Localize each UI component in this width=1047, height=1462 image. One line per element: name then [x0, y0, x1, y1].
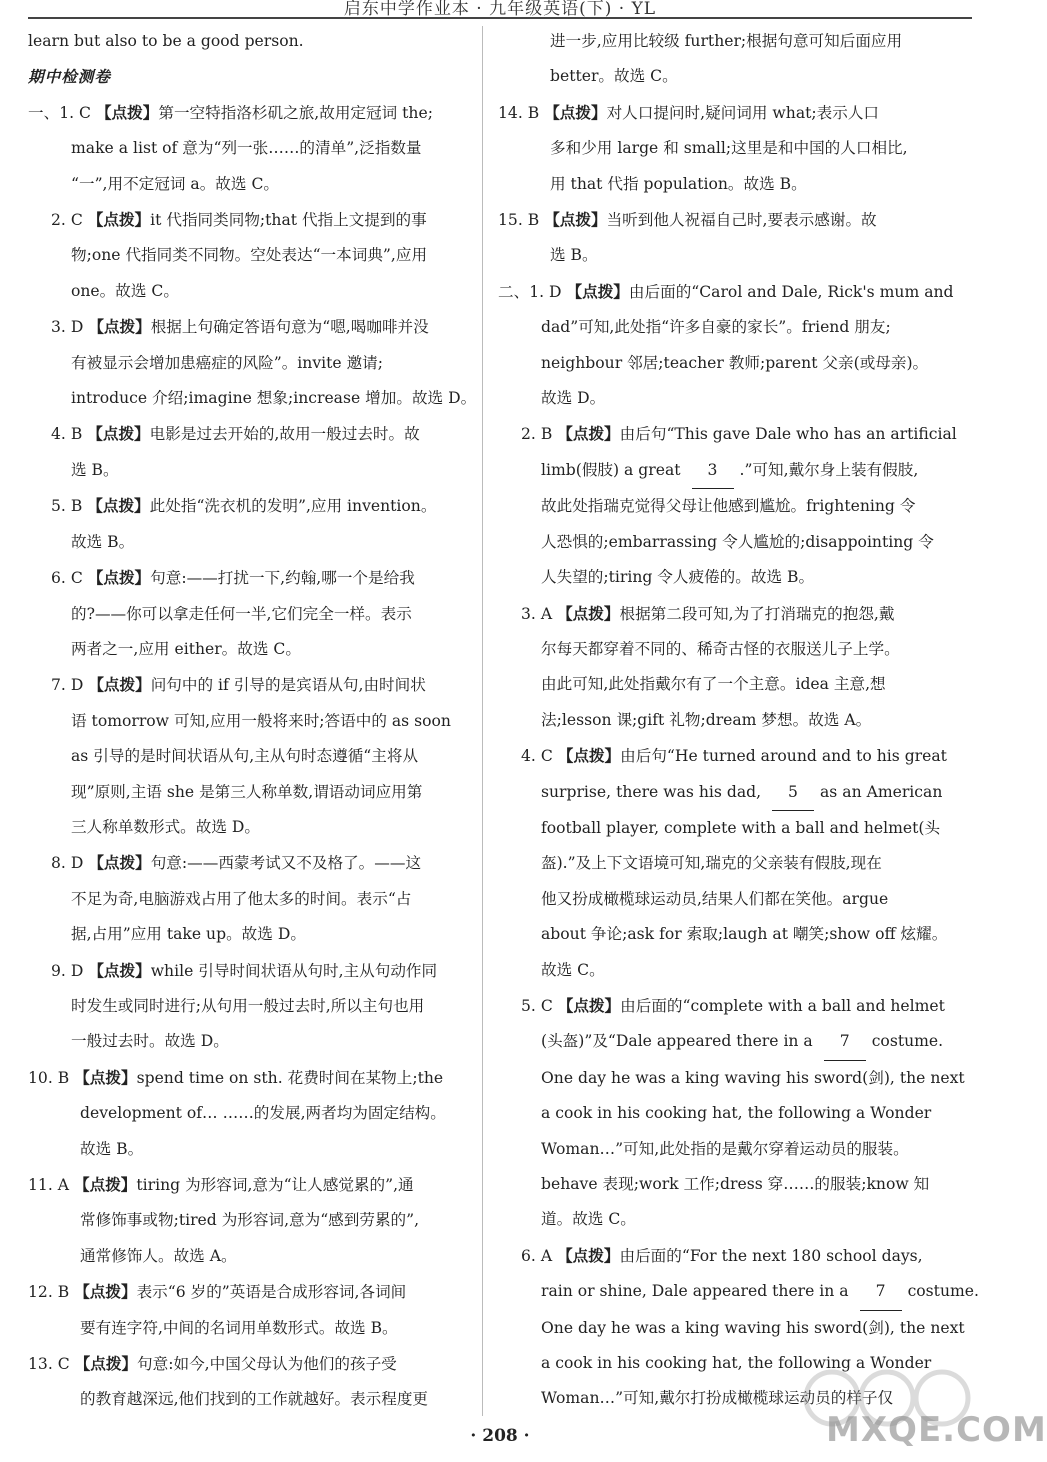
blank-number: 3 — [692, 453, 734, 489]
hint-tag: 【点拨】 — [557, 995, 621, 1015]
answer-line — [498, 1311, 965, 1346]
answer-line — [28, 381, 477, 416]
line-text: better。故选 C。 — [550, 67, 678, 86]
answer-number: 2. C — [51, 211, 83, 230]
answer-number: 3. D — [51, 318, 84, 337]
answer-line — [498, 167, 930, 202]
line-text: 的?——你可以拿走任何一半,它们完全一样。表示 — [71, 604, 412, 623]
hint-text: 根据上句确定答语句意为“嗯,喝咖啡并没 — [150, 318, 429, 337]
answer-line — [28, 1096, 466, 1131]
line-text: 常修饰事或物;tired 为形容词,意为“感到劳累的”, — [80, 1211, 420, 1230]
answer-item — [498, 988, 945, 1024]
answer-line — [498, 1024, 944, 1060]
hint-tag: 【点拨】 — [87, 210, 151, 230]
answer-number: 3. A — [521, 604, 553, 623]
answer-line — [28, 597, 466, 632]
hint-text: spend time on sth. 花费时间在某物上;the — [136, 1068, 444, 1087]
hint-text: it 代指同类同物;that 代指上文提到的事 — [150, 211, 427, 230]
hint-text: 句意:——打扰一下,约翰,哪一个是给我 — [150, 569, 415, 588]
line-text: 要有连字符,中间的名词用单数形式。故选 B。 — [80, 1318, 398, 1337]
answer-line — [28, 1132, 466, 1167]
answer-number: 13. C — [28, 1355, 70, 1374]
line-text: rain or shine, Dale appeared there in a — [541, 1282, 854, 1301]
answer-item — [498, 738, 947, 774]
answer-item — [28, 845, 466, 881]
hint-text: 根据第二段可知,为了打消瑞克的抱怨,戴 — [619, 604, 895, 623]
line-text: 现”原则,主语 she 是第三人称单数,谓语动词应用第 — [71, 782, 423, 801]
line-text: 期中检测卷 — [28, 67, 111, 87]
line-text: Woman…”可知,戴尔打扮成橄榄球运动员的样子仅 — [541, 1389, 894, 1408]
line-text: learn but also to be a good person. — [28, 32, 304, 50]
answer-line — [28, 882, 466, 917]
answer-item — [498, 1238, 930, 1274]
line-text: 法;lesson 课;gift 礼物;dream 梦想。故选 A。 — [541, 710, 872, 729]
hint-text: 句意:如今,中国父母认为他们的孩子受 — [137, 1355, 397, 1374]
answer-item — [498, 596, 930, 632]
line-text: “一”,用不定冠词 a。故选 C。 — [71, 174, 279, 193]
answer-item — [28, 667, 466, 703]
answer-number: 6. C — [51, 569, 83, 588]
answer-line — [28, 131, 466, 166]
answer-number: 6. A — [521, 1246, 553, 1265]
answer-line — [28, 1203, 466, 1238]
answer-line — [498, 667, 930, 702]
answer-line — [498, 632, 930, 667]
line-text: (头盔)”及“Dale appeared there in a — [541, 1032, 818, 1051]
answer-line — [28, 1024, 466, 1059]
hint-text: 由后面的“For the next 180 school days, — [619, 1246, 923, 1265]
blank-number: 5 — [772, 775, 814, 811]
answer-line — [498, 811, 941, 846]
answer-line — [498, 953, 930, 988]
hint-text: 此处指“洗衣机的发明”,应用 invention。 — [149, 497, 437, 516]
hint-text: tiring 为形容词,意为“让人感觉累的”,通 — [136, 1176, 414, 1194]
hint-tag: 【点拨】 — [544, 102, 607, 122]
hint-tag: 【点拨】 — [74, 1175, 137, 1194]
line-text: 不足为奇,电脑游戏占用了他太多的时间。表示“占 — [71, 889, 412, 908]
line-text: 故此处指瑞克觉得父母让他感到尴尬。frightening 令 — [541, 497, 916, 516]
line-text: make a list of 意为“列一张……的清单”,泛指数量 — [71, 139, 422, 158]
answer-number: 14. B — [498, 103, 540, 122]
section-prefix: 一、 — [28, 103, 60, 122]
header-rule — [28, 17, 972, 19]
answer-item — [28, 416, 466, 452]
answer-line — [498, 24, 930, 59]
hint-tag: 【点拨】 — [88, 317, 151, 337]
answer-number: 1. C — [59, 103, 91, 122]
hint-text: 表示“6 岁的”英语是合成形容词,各词间 — [136, 1283, 407, 1302]
hint-text: 当听到他人祝福自己时,要表示感谢。故 — [606, 211, 877, 230]
hint-tag: 【点拨】 — [557, 1245, 620, 1265]
hint-text: 问句中的 if 引导的是宾语从句,由时间状 — [150, 676, 426, 695]
line-text: 人失望的;tiring 令人疲倦的。故选 B。 — [541, 568, 815, 587]
left-column — [28, 24, 477, 1418]
answer-line — [28, 274, 466, 309]
line-text: 通常修饰人。故选 A。 — [80, 1246, 237, 1265]
answer-line — [28, 24, 466, 59]
line-text: 他又扮成橄榄球运动员,结果人们都在笑他。argue — [541, 889, 889, 908]
hint-tag: 【点拨】 — [88, 960, 151, 980]
hint-tag: 【点拨】 — [74, 1354, 138, 1374]
answer-item — [28, 953, 466, 989]
answer-number: 12. B — [28, 1283, 70, 1302]
hint-tag: 【点拨】 — [74, 1067, 137, 1087]
answer-line — [498, 453, 930, 489]
hint-text: 由后句“This gave Dale who has an artificial — [619, 425, 957, 444]
answer-item — [498, 202, 930, 238]
answer-line — [498, 1167, 930, 1202]
line-text: 用 that 代指 population。故选 B。 — [550, 174, 807, 193]
line-text: 尔每天都穿着不同的、稀奇古怪的衣服送儿子上学。 — [541, 639, 900, 658]
answer-line — [498, 846, 930, 881]
answer-line — [28, 989, 466, 1024]
answer-item — [28, 95, 466, 131]
line-text: one。故选 C。 — [71, 281, 179, 300]
line-text: 盔).”及上下文语境可知,瑞克的父亲装有假肢,现在 — [541, 854, 882, 873]
answer-number: 5. C — [521, 996, 553, 1015]
section-title — [28, 59, 466, 94]
line-text: 的教育越深远,他们找到的工作就越好。表示程度更 — [80, 1390, 429, 1409]
hint-text: 句意:——西蒙考试又不及格了。——这 — [150, 854, 422, 873]
hint-tag: 【点拨】 — [566, 281, 629, 301]
line-text: football player, complete with a ball and helmet(头 — [541, 818, 941, 837]
line-text-after: as an American — [820, 782, 943, 801]
line-text: a cook in his cooking hat, the following a Wonder — [541, 1354, 932, 1373]
answer-item — [498, 416, 957, 452]
answer-line — [28, 810, 466, 845]
hint-tag: 【点拨】 — [88, 853, 151, 873]
answer-item — [28, 202, 466, 238]
line-text: 人恐惧的;embarrassing 令人尴尬的;disappointing 令 — [541, 532, 934, 551]
answer-number: 4. B — [51, 425, 83, 444]
hint-text: 由后面的“Carol and Dale, Rick's mum and — [628, 282, 954, 301]
line-text-after: costume. — [871, 1032, 944, 1051]
line-text: a cook in his cooking hat, the following a Wonder — [541, 1104, 932, 1123]
line-text: 有被显示会增加患癌症的风险”。invite 邀请; — [71, 353, 384, 372]
answer-line — [498, 1096, 930, 1131]
line-text: 选 B。 — [71, 460, 119, 479]
line-text: 选 B。 — [550, 246, 598, 265]
answer-line — [498, 489, 930, 524]
line-text: 故选 D。 — [541, 389, 606, 408]
answer-item — [28, 1167, 466, 1203]
line-text: about 争论;ask for 索取;laugh at 嘲笑;show off 炫耀。 — [541, 925, 948, 944]
line-text: 物;one 代指同类不同物。空处表达“一本词典”,应用 — [71, 246, 428, 265]
line-text: 故选 B。 — [71, 532, 135, 551]
line-text: development of… ……的发展,两者均为固定结构。 — [80, 1104, 446, 1123]
answer-line — [498, 1202, 930, 1237]
hint-tag: 【点拨】 — [544, 210, 607, 230]
line-text: One day he was a king waving his sword(剑), the next — [541, 1068, 965, 1087]
line-text: 两者之一,应用 either。故选 C。 — [71, 639, 301, 658]
answer-item — [28, 1346, 466, 1382]
hint-tag: 【点拨】 — [74, 1282, 137, 1302]
answer-line — [498, 131, 930, 166]
answer-item — [28, 1060, 466, 1096]
hint-tag: 【点拨】 — [95, 102, 159, 122]
hint-text: while 引导时间状语从句时,主从句动作同 — [150, 961, 438, 980]
answer-line — [498, 917, 948, 952]
line-text: 三人称单数形式。故选 D。 — [71, 817, 260, 836]
answer-line — [498, 1132, 930, 1167]
section-prefix: 二、 — [498, 282, 530, 301]
hint-text: 电影是过去开始的,故用一般过去时。故 — [149, 425, 420, 444]
hint-tag: 【点拨】 — [87, 568, 151, 588]
answer-line — [498, 346, 930, 381]
hint-tag: 【点拨】 — [557, 603, 620, 623]
answer-number: 5. B — [51, 497, 83, 516]
line-text: 故选 C。 — [541, 960, 605, 979]
answer-line — [498, 310, 930, 345]
column-divider — [482, 26, 483, 1416]
line-text: as 引导的是时间状语从句,主从句时态遵循“主将从 — [71, 747, 419, 766]
page-number: · 208 · — [470, 1426, 530, 1446]
hint-tag: 【点拨】 — [557, 746, 621, 766]
answer-item — [28, 1274, 466, 1310]
answer-item — [498, 95, 930, 131]
answer-number: 10. B — [28, 1068, 70, 1087]
hint-tag: 【点拨】 — [87, 424, 150, 444]
line-text: surprise, there was his dad, — [541, 782, 767, 801]
answer-line — [28, 525, 466, 560]
watermark-text: MXQE.COM — [826, 1410, 1047, 1450]
answer-line — [498, 560, 930, 595]
line-text: 进一步,应用比较级 further;根据句意可知后面应用 — [550, 32, 903, 50]
answer-line — [28, 1239, 466, 1274]
line-text: 一般过去时。故选 D。 — [71, 1032, 229, 1051]
answer-number: 1. D — [529, 282, 562, 301]
page-header — [0, 0, 1000, 20]
answer-line — [28, 346, 466, 381]
line-text: 由此可知,此处指戴尔有了一个主意。idea 主意,想 — [541, 675, 886, 694]
answer-number: 11. A — [28, 1176, 70, 1194]
answer-line — [498, 238, 930, 273]
answer-line — [498, 525, 934, 560]
answer-line — [498, 1061, 965, 1096]
line-text: Woman…”可知,此处指的是戴尔穿着运动员的服装。 — [541, 1139, 909, 1158]
line-text: limb(假肢) a great — [541, 460, 686, 479]
blank-number: 7 — [824, 1024, 866, 1060]
answer-line — [28, 1382, 466, 1417]
line-text: 故选 B。 — [80, 1139, 144, 1158]
answer-number: 7. D — [51, 676, 84, 695]
line-text: 道。故选 C。 — [541, 1210, 636, 1229]
answer-number: 9. D — [51, 961, 84, 980]
answer-number: 15. B — [498, 211, 540, 230]
line-text: 多和少用 large 和 small;这里是和中国的人口相比, — [550, 139, 908, 158]
answer-number: 4. C — [521, 747, 553, 766]
line-text: One day he was a king waving his sword(剑), the next — [541, 1318, 965, 1337]
answer-line — [28, 775, 466, 810]
hint-text: 由后面的“complete with a ball and helmet — [620, 996, 945, 1015]
answer-item — [28, 560, 466, 596]
answer-number: 2. B — [521, 425, 553, 444]
line-text-after: costume. — [907, 1282, 979, 1301]
hint-text: 对人口提问时,疑问词用 what;表示人口 — [606, 103, 880, 122]
hint-text: 第一空特指洛杉矶之旅,故用定冠词 the; — [158, 103, 433, 122]
answer-line — [28, 632, 466, 667]
answer-line — [28, 453, 466, 488]
answer-line — [498, 1274, 979, 1310]
answer-line — [28, 739, 466, 774]
line-text: neighbour 邻居;teacher 教师;parent 父亲(或母亲)。 — [541, 353, 929, 372]
answer-item — [28, 488, 466, 524]
answer-item — [498, 274, 954, 310]
line-text: 据,占用”应用 take up。故选 D。 — [71, 925, 306, 944]
answer-line — [28, 238, 466, 273]
answer-line — [498, 882, 930, 917]
answer-line — [28, 167, 466, 202]
answer-line — [498, 381, 930, 416]
answer-line — [498, 59, 930, 94]
answer-item — [28, 309, 466, 345]
answer-line — [28, 917, 466, 952]
hint-tag: 【点拨】 — [88, 675, 151, 695]
line-text: dad”可知,此处指“许多自豪的家长”。friend 朋友; — [541, 318, 891, 337]
line-text: 时发生或同时进行;从句用一般过去时,所以主句也用 — [71, 996, 425, 1015]
hint-tag: 【点拨】 — [557, 424, 620, 444]
hint-text: 由后句“He turned around and to his great — [620, 747, 947, 766]
answer-line — [498, 775, 943, 811]
line-text: 语 tomorrow 可知,应用一般将来时;答语中的 as soon — [71, 711, 451, 730]
blank-number: 7 — [860, 1274, 902, 1310]
header-title: 启东中学作业本 · 九年级英语(下) · YL — [343, 0, 657, 19]
answer-number: 8. D — [51, 854, 84, 873]
answer-line — [28, 1311, 466, 1346]
line-text: introduce 介绍;imagine 想象;increase 增加。故选 D。 — [71, 389, 477, 408]
line-text-after: .”可知,戴尔身上装有假肢, — [739, 460, 919, 479]
line-text: behave 表现;work 工作;dress 穿……的服装;know 知 — [541, 1175, 930, 1193]
answer-line — [498, 703, 930, 738]
answer-line — [28, 704, 466, 739]
right-column — [498, 24, 979, 1417]
hint-tag: 【点拨】 — [87, 496, 150, 516]
